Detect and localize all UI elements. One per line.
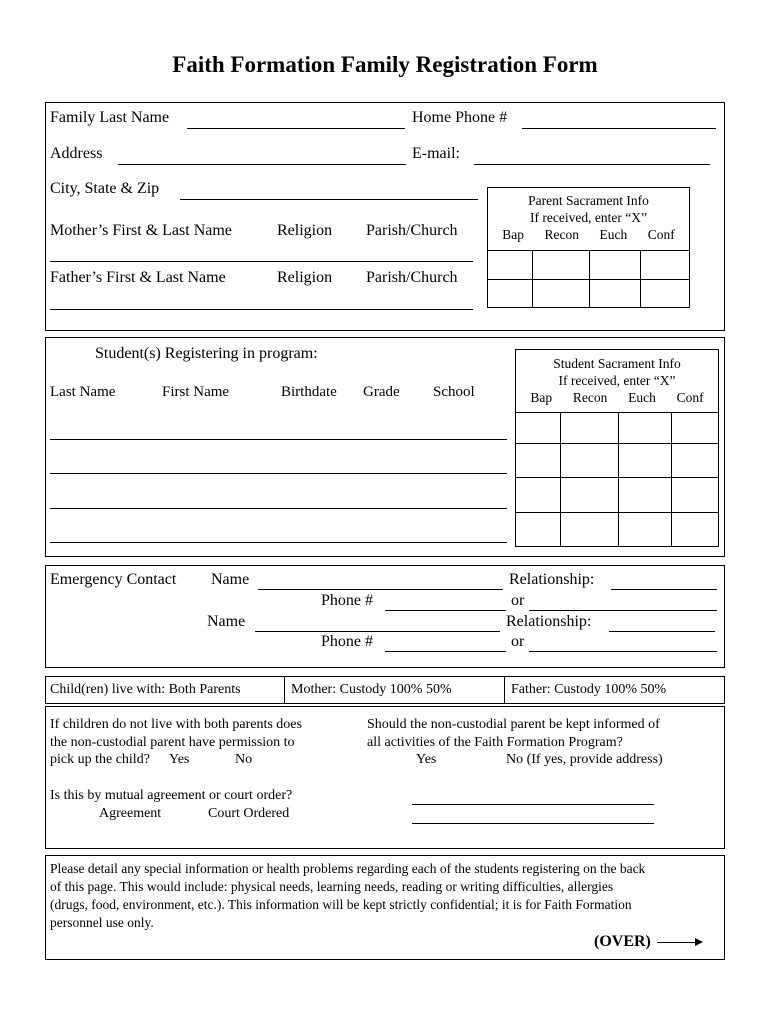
student-col-school: School (433, 384, 475, 400)
students-heading: Student(s) Registering in program: (95, 345, 318, 362)
student-sacrament-cell[interactable] (516, 413, 561, 444)
emergency-phone-field-2[interactable] (385, 651, 506, 652)
informed-no-option[interactable]: No (If yes, provide address) (506, 752, 663, 767)
student-sacrament-cell[interactable] (516, 513, 561, 547)
student-line-4[interactable] (50, 542, 507, 543)
student-sacrament-title: Student Sacrament Info (553, 356, 681, 371)
emergency-relationship-label-2: Relationship: (506, 613, 592, 630)
informed-yes-option[interactable]: Yes (416, 752, 437, 767)
student-sacrament-cell[interactable] (672, 413, 719, 444)
student-sacrament-cell[interactable] (672, 478, 719, 513)
student-sacrament-cell[interactable] (516, 478, 561, 513)
address-label: Address (50, 145, 103, 162)
informed-question-line2: all activities of the Faith Formation Program? (367, 735, 623, 750)
custody-basis-question: Is this by mutual agreement or court order? (50, 788, 293, 803)
student-col-recon: Recon (572, 390, 608, 405)
parent-sacrament-cell[interactable] (533, 280, 590, 308)
parent-col-conf: Conf (647, 227, 675, 242)
special-info-line2: of this page. This would include: physical needs, learning needs, reading or writing difficulties, allergies (50, 879, 614, 894)
email-field[interactable] (474, 164, 710, 165)
emergency-phone-label-1: Phone # (321, 592, 373, 609)
student-sacrament-cell[interactable] (619, 444, 672, 478)
father-custody-options[interactable]: Father: Custody 100% 50% (511, 682, 667, 697)
student-sacrament-header (515, 349, 719, 413)
lives-with-options[interactable]: Child(ren) live with: Both Parents (50, 682, 241, 697)
parent-sacrament-cell[interactable] (641, 280, 690, 308)
father-religion-label: Religion (277, 269, 333, 286)
address-line-1[interactable] (412, 804, 654, 805)
father-info-field[interactable] (50, 309, 473, 310)
student-col-grade: Grade (363, 384, 400, 400)
parent-sacrament-grid (487, 250, 690, 308)
emergency-name-field-2[interactable] (255, 631, 500, 632)
student-sacrament-cell[interactable] (672, 444, 719, 478)
parent-sacrament-cell[interactable] (590, 280, 641, 308)
student-sacrament-subtitle: If received, enter “X” (558, 373, 676, 388)
parent-sacrament-cell[interactable] (533, 251, 590, 280)
parent-sacrament-cell[interactable] (488, 251, 533, 280)
student-sacrament-cell[interactable] (561, 478, 619, 513)
student-col-conf: Conf (676, 390, 704, 405)
emergency-phone-label-2: Phone # (321, 633, 373, 650)
student-sacrament-cell[interactable] (561, 444, 619, 478)
emergency-alt-phone-field-1[interactable] (529, 610, 717, 611)
pickup-question-line3: pick up the child? (50, 752, 150, 767)
student-sacrament-cell[interactable] (672, 513, 719, 547)
student-sacrament-grid (515, 412, 719, 547)
student-sacrament-cell[interactable] (516, 444, 561, 478)
emergency-name-field-1[interactable] (258, 589, 503, 590)
agreement-option[interactable]: Agreement (99, 806, 162, 821)
student-line-1[interactable] (50, 439, 507, 440)
emergency-phone-field-1[interactable] (385, 610, 506, 611)
emergency-name-label-2: Name (207, 613, 246, 630)
emergency-relationship-field-1[interactable] (611, 589, 717, 590)
address-field[interactable] (118, 164, 406, 165)
student-sacrament-cell[interactable] (619, 478, 672, 513)
over-indicator (594, 933, 701, 951)
arrow-right-icon (657, 942, 701, 943)
over-label: (OVER) (594, 933, 651, 950)
mother-name-label: Mother’s First & Last Name (50, 222, 232, 239)
mother-parish-label: Parish/Church (366, 222, 458, 239)
emergency-contact-label: Emergency Contact (50, 571, 177, 588)
emergency-relationship-field-2[interactable] (609, 631, 715, 632)
parent-col-recon: Recon (544, 227, 579, 242)
student-sacrament-cell[interactable] (619, 413, 672, 444)
special-info-line4: personnel use only. (50, 915, 154, 930)
emergency-name-label-1: Name (211, 571, 250, 588)
custody-divider-1 (284, 676, 285, 704)
special-info-line3: (drugs, food, environment, etc.). This information will be kept strictly confidential; it is for Faith Formation (50, 897, 632, 912)
student-col-first-name: First Name (162, 384, 230, 400)
student-sacrament-cell[interactable] (561, 413, 619, 444)
student-col-euch: Euch (628, 390, 656, 405)
student-sacrament-cell[interactable] (619, 513, 672, 547)
address-line-2[interactable] (412, 823, 654, 824)
page-title: Faith Formation Family Registration Form (172, 52, 598, 77)
emergency-alt-phone-field-2[interactable] (529, 651, 717, 652)
family-last-name-field[interactable] (187, 128, 405, 129)
city-state-zip-field[interactable] (180, 199, 478, 200)
student-col-bap: Bap (530, 390, 553, 405)
family-last-name-label: Family Last Name (50, 109, 170, 126)
parent-sacrament-cell[interactable] (641, 251, 690, 280)
mother-custody-options[interactable]: Mother: Custody 100% 50% (291, 682, 452, 697)
student-sacrament-cell[interactable] (561, 513, 619, 547)
informed-question-line1: Should the non-custodial parent be kept informed of (367, 717, 660, 732)
custody-divider-2 (504, 676, 505, 704)
home-phone-label: Home Phone # (412, 109, 508, 126)
home-phone-field[interactable] (522, 128, 716, 129)
father-parish-label: Parish/Church (366, 269, 458, 286)
pickup-question-line2: the non-custodial parent have permission to (50, 735, 295, 750)
parent-sacrament-title: Parent Sacrament Info (528, 193, 649, 208)
special-info-line1: Please detail any special information or health problems regarding each of the students registering on the back (50, 861, 646, 876)
email-label: E-mail: (412, 145, 460, 162)
parent-sacrament-cell[interactable] (488, 280, 533, 308)
student-line-3[interactable] (50, 508, 507, 509)
parent-sacrament-subtitle: If received, enter “X” (530, 210, 647, 225)
city-state-zip-label: City, State & Zip (50, 180, 160, 197)
parent-sacrament-cell[interactable] (590, 251, 641, 280)
emergency-or-label-2: or (511, 633, 525, 650)
pickup-question-line1: If children do not live with both parents does (50, 717, 302, 732)
emergency-relationship-label-1: Relationship: (509, 571, 595, 588)
father-name-label: Father’s First & Last Name (50, 269, 226, 286)
parent-col-euch: Euch (599, 227, 628, 242)
pickup-yes-option[interactable]: Yes (169, 752, 190, 767)
court-ordered-option[interactable]: Court Ordered (208, 806, 290, 821)
student-col-birthdate: Birthdate (281, 384, 337, 400)
student-col-last-name: Last Name (50, 384, 116, 400)
parent-col-bap: Bap (502, 227, 524, 242)
emergency-or-label-1: or (511, 592, 525, 609)
mother-religion-label: Religion (277, 222, 333, 239)
parent-sacrament-header (487, 187, 690, 251)
pickup-no-option[interactable]: No (235, 752, 253, 767)
student-line-2[interactable] (50, 473, 507, 474)
mother-info-field[interactable] (50, 261, 473, 262)
